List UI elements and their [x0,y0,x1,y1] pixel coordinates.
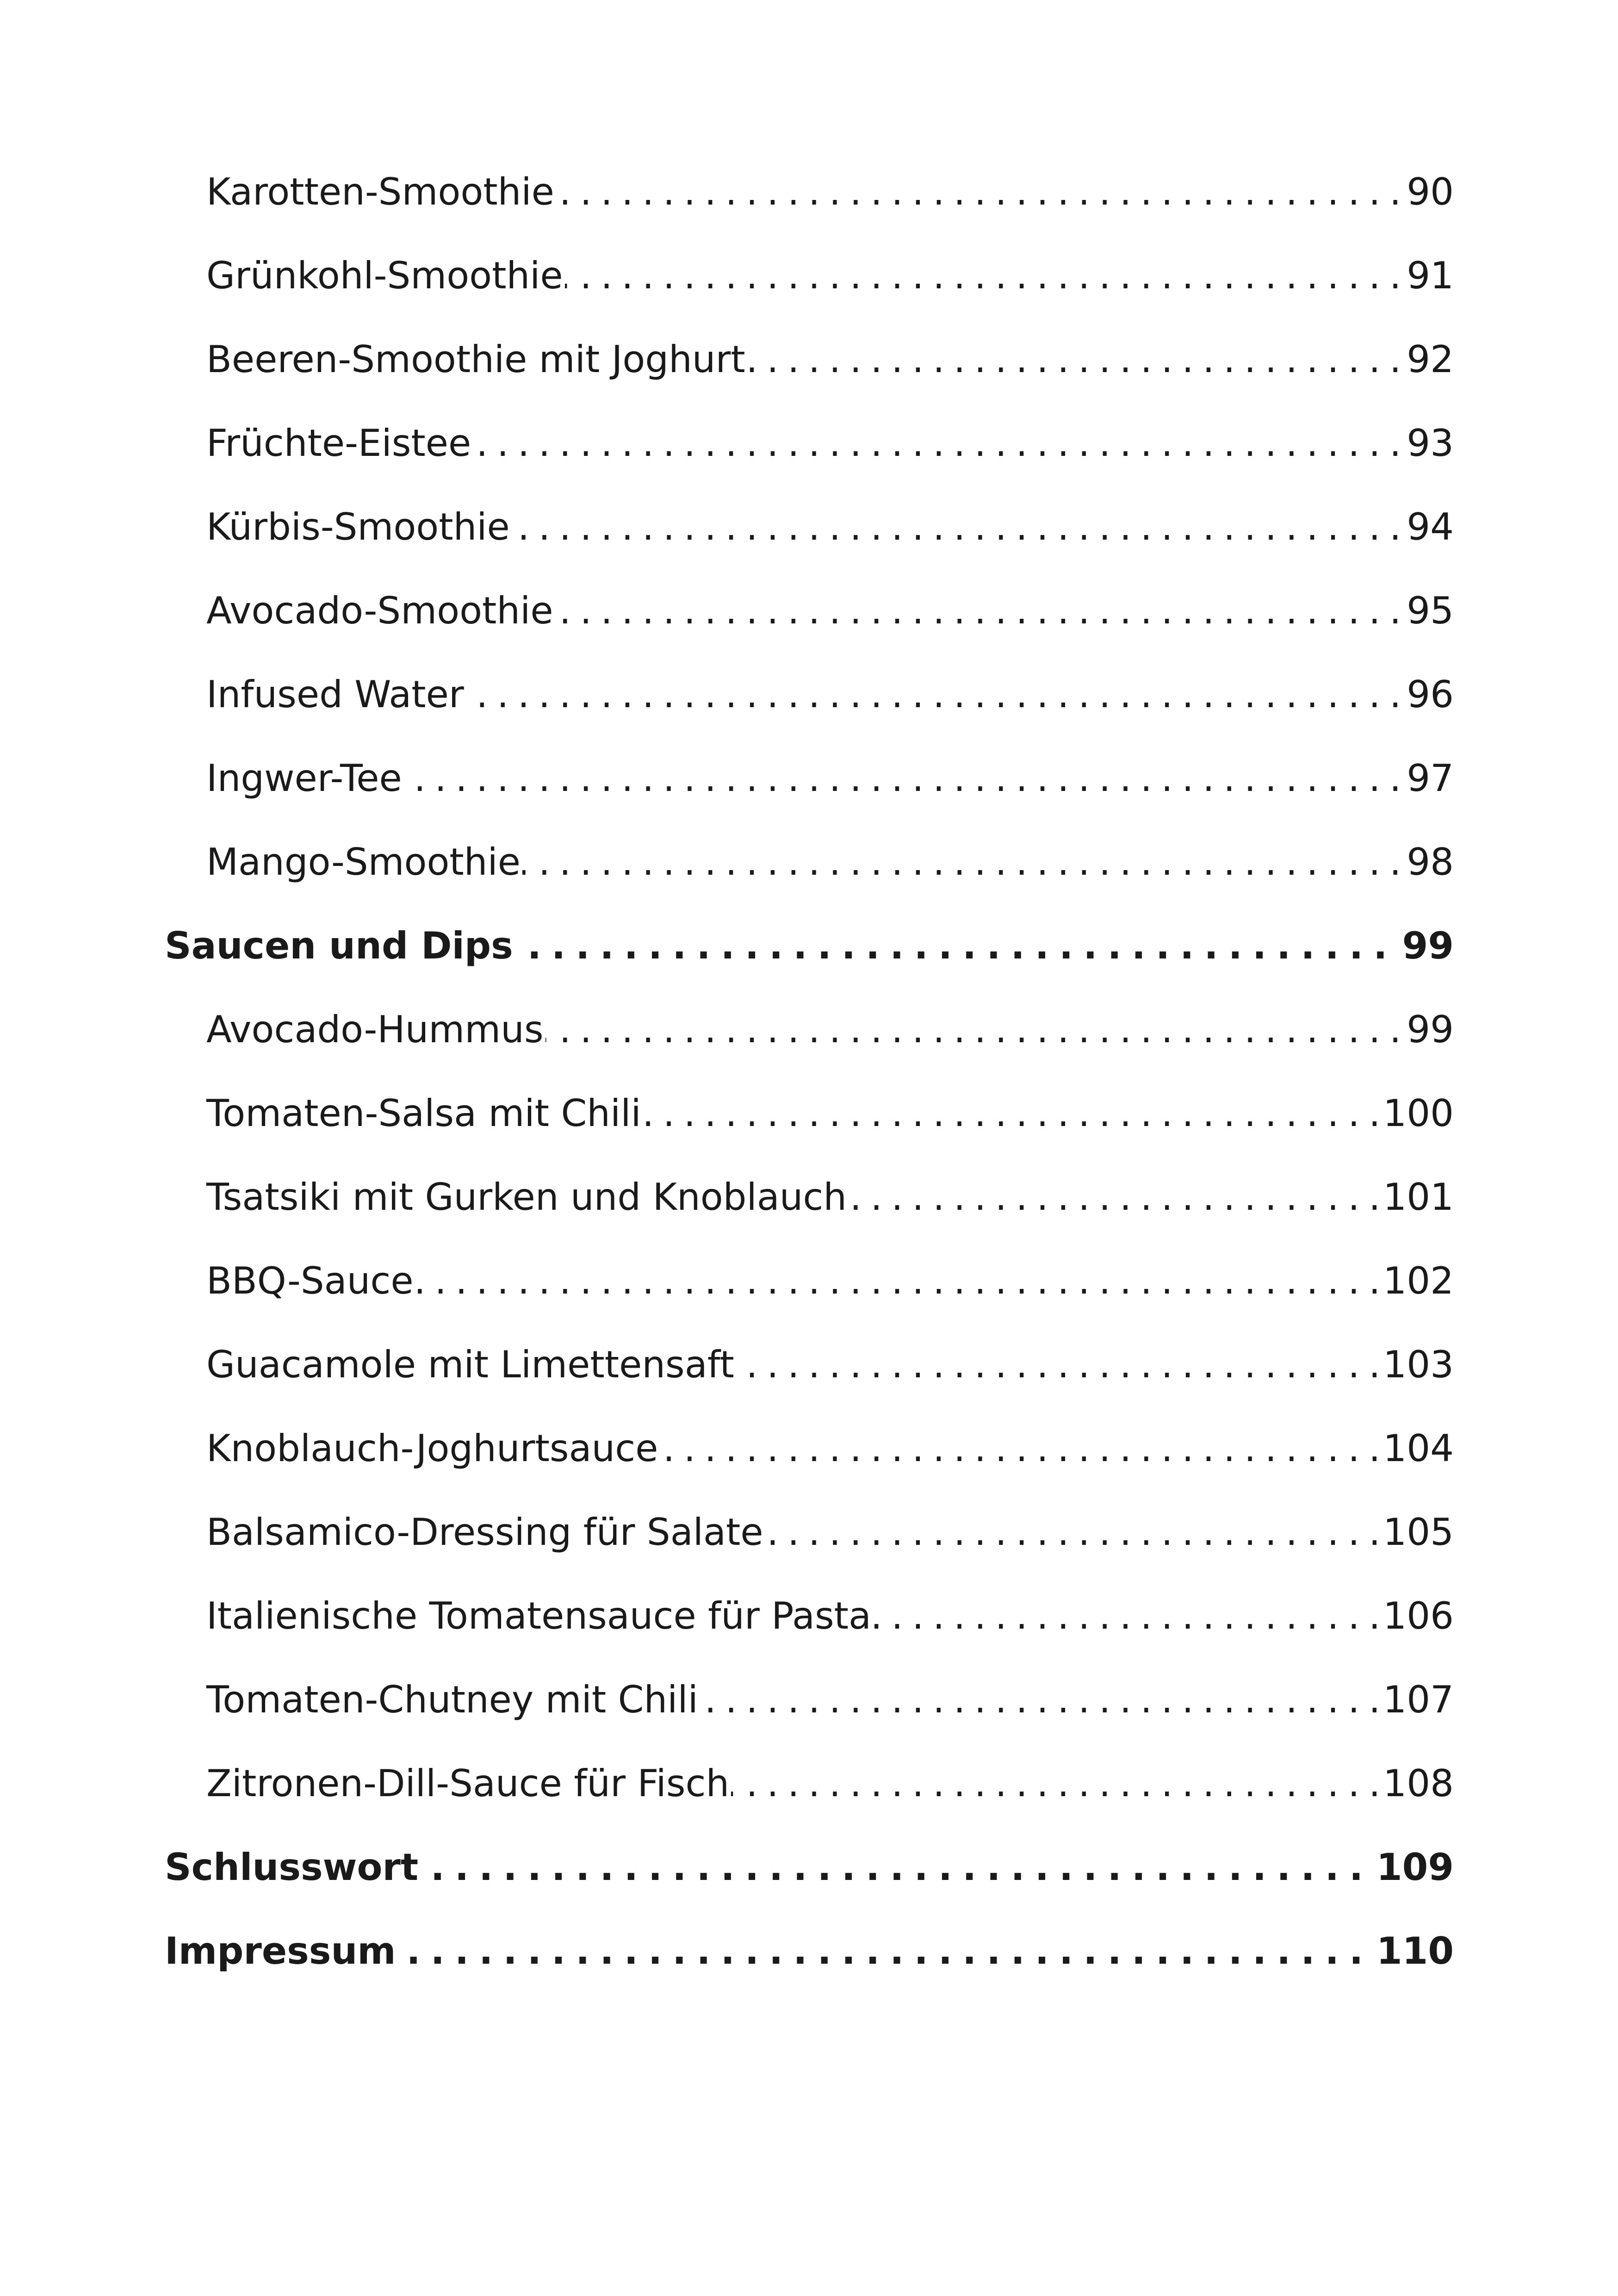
toc-entry-page-number: 92 [1402,330,1454,390]
toc-entry-title: Tomaten-Salsa mit Chili [206,1092,643,1135]
toc-entry-page-number: 95 [1402,581,1454,641]
toc-section-entry[interactable] [165,330,1454,413]
toc-entry-title: Schlusswort [165,1846,420,1889]
toc-section-entry[interactable] [165,1167,1454,1251]
toc-entry-title: Beeren-Smoothie mit Joghurt [206,338,747,381]
toc-entry-page-number: 96 [1402,665,1454,725]
toc-entry-page-number: 106 [1378,1586,1454,1646]
toc-entry-page-number: 108 [1378,1754,1454,1814]
toc-entry-title: Saucen und Dips [165,924,515,967]
toc-entry-title: Guacamole mit Limettensaft [206,1343,736,1386]
toc-entry-title: Infused Water [206,673,466,716]
toc-entry-page-number: 110 [1372,1921,1454,1981]
toc-section-entry[interactable] [165,1754,1454,1837]
toc-entry-page-number: 93 [1402,413,1454,473]
toc-entry-title: Avocado-Smoothie [206,589,555,632]
toc-chapter-entry[interactable] [165,916,1454,1000]
toc-entry-page-number: 94 [1402,497,1454,557]
toc-section-entry[interactable] [165,1251,1454,1335]
toc-entry-page-number: 105 [1378,1502,1454,1562]
toc-section-entry[interactable] [165,748,1454,832]
toc-entry-page-number: 98 [1402,832,1454,892]
toc-section-entry[interactable] [165,1670,1454,1754]
toc-entry-title: Ingwer-Tee [206,757,404,800]
toc-entry-page-number: 99 [1402,1000,1454,1060]
toc-entry-title: Früchte-Eistee [206,422,473,465]
toc-entry-page-number: 99 [1398,916,1454,976]
toc-section-entry[interactable] [165,1502,1454,1586]
toc-section-entry[interactable] [165,413,1454,497]
toc-entry-title: Impressum [165,1929,398,1972]
toc-section-entry[interactable] [165,665,1454,748]
toc-entry-title: Karotten-Smoothie [206,170,556,213]
toc-entry-title: Knoblauch-Joghurtsauce [206,1427,660,1470]
toc-entry-page-number: 100 [1378,1083,1454,1144]
toc-entry-page-number: 107 [1378,1670,1454,1730]
table-of-contents [165,162,1454,2005]
toc-entry-page-number: 104 [1378,1419,1454,1479]
toc-chapter-entry[interactable] [165,1921,1454,2005]
toc-section-entry[interactable] [165,832,1454,916]
toc-entry-page-number: 91 [1402,246,1454,306]
toc-entry-title: Italienische Tomatensauce für Pasta [206,1594,873,1637]
toc-entry-title: Tomaten-Chutney mit Chili [206,1678,700,1721]
toc-section-entry[interactable] [165,1419,1454,1502]
toc-entry-page-number: 109 [1372,1837,1454,1898]
toc-chapter-entry[interactable] [165,1837,1454,1921]
toc-section-entry[interactable] [165,1000,1454,1083]
toc-section-entry[interactable] [165,1586,1454,1670]
toc-entry-title: BBQ-Sauce [206,1259,415,1302]
toc-section-entry[interactable] [165,497,1454,581]
toc-section-entry[interactable] [165,1335,1454,1419]
toc-section-entry[interactable] [165,581,1454,665]
toc-entry-page-number: 101 [1378,1167,1454,1227]
toc-section-entry[interactable] [165,1083,1454,1167]
toc-entry-title: Zitronen-Dill-Sauce für Fisch [206,1762,731,1805]
toc-entry-page-number: 102 [1378,1251,1454,1311]
toc-section-entry[interactable] [165,162,1454,246]
toc-entry-title: Kürbis-Smoothie [206,505,512,548]
toc-entry-title: Balsamico-Dressing für Salate [206,1511,765,1554]
toc-entry-title: Tsatsiki mit Gurken und Knoblauch [206,1176,849,1219]
toc-entry-title: Avocado-Hummus [206,1008,546,1051]
toc-entry-page-number: 103 [1378,1335,1454,1395]
toc-section-entry[interactable] [165,246,1454,330]
toc-entry-page-number: 90 [1402,162,1454,222]
toc-entry-title: Grünkohl-Smoothie [206,254,565,297]
toc-entry-title: Mango-Smoothie [206,840,522,884]
toc-entry-page-number: 97 [1402,748,1454,809]
